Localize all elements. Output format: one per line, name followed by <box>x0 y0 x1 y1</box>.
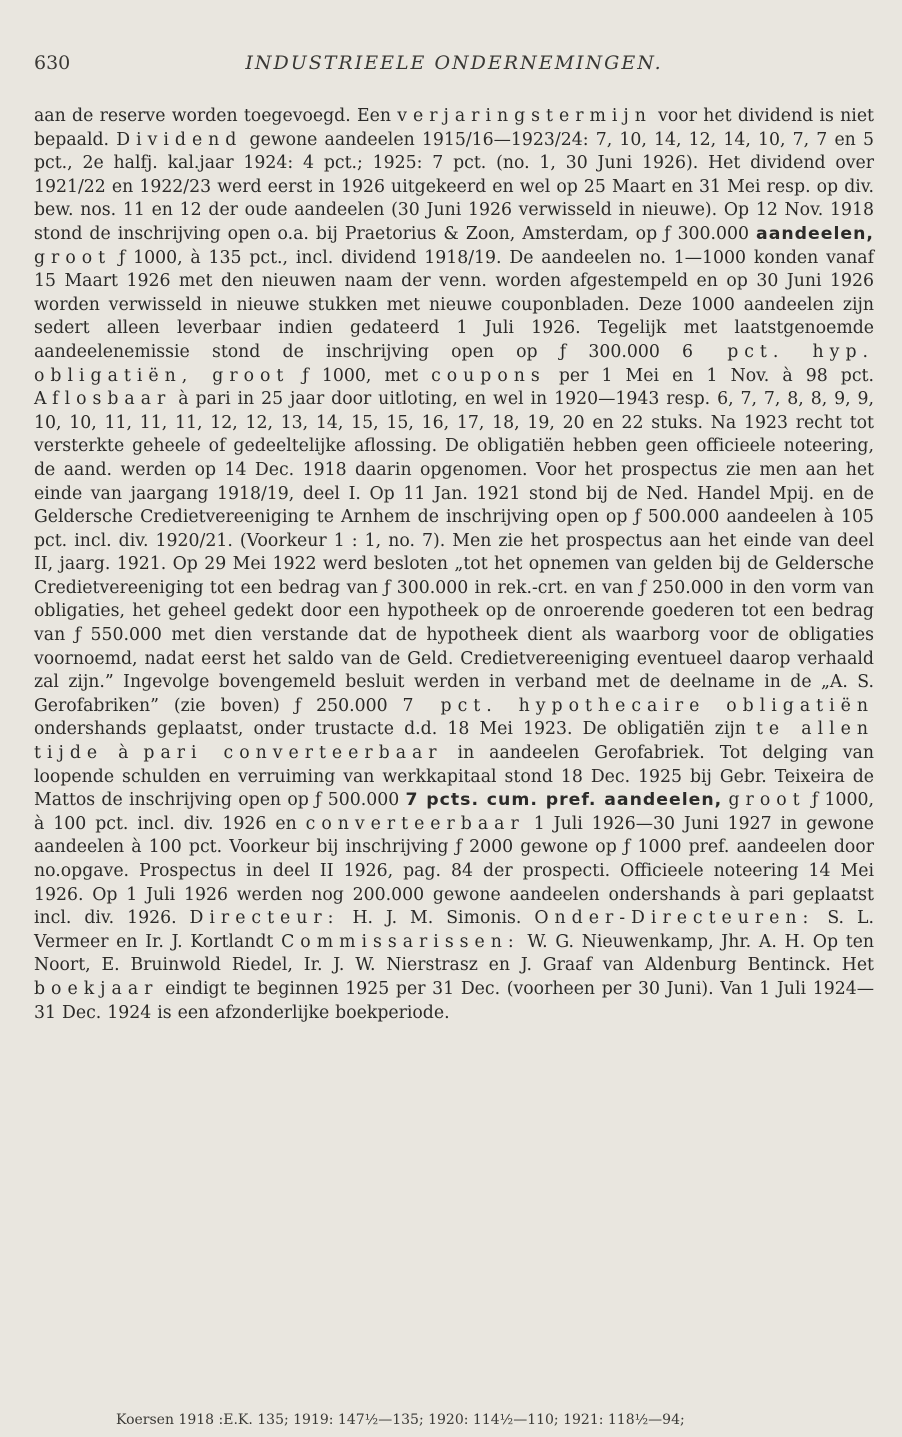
spaced-term-onder-directeuren: Onder-Directeuren: <box>534 908 815 929</box>
koersen-footer: Koersen 1918 :E.K. 135; 1919: 147½—135; 1920: 114½—110; 1921: 118½—94; <box>116 1412 685 1428</box>
text-run: ƒ 1000, met <box>289 365 432 386</box>
bold-term-aandeelen: aandeelen, <box>756 223 874 244</box>
spaced-term-converteerbaar: converteerbaar <box>305 813 525 834</box>
spaced-term-verjaringstermijn: verjaringstermijn <box>397 106 652 126</box>
text-run: à <box>103 743 144 764</box>
text-run: H. J. M. Simonis. <box>339 908 535 929</box>
text-run: per 1 Mei en 1 Nov. à 98 pct. <box>545 365 874 386</box>
spaced-term-groot: groot <box>34 247 112 268</box>
spaced-term-hypothecaire-obligatien: 7 pct. hypothecaire obligatiën <box>402 695 874 716</box>
spaced-term-groot-2: groot <box>728 790 806 811</box>
spaced-term-pari-converteerbaar: pari converteerbaar <box>143 743 443 764</box>
text-run: ƒ 1000, à 100 pct. incl. div. 1926 en <box>34 790 874 834</box>
text-run: S. L. Vermeer en Ir. J. Kortlandt <box>34 908 874 952</box>
text-run: 1 Juli 1926—30 Juni 1927 in gewone aandeelen à 100 pct. Voorkeur bij inschrijving ƒ 2000 gewone op ƒ 1000 pref. aandeelen door no.opgave. Prospectus in deel II 1926, pag. 84 der prospecti. Officieele noteering 14 Mei 1926. Op 1 Juli 1926 werden nog 200.000 gewone aandeelen ondershands à pari geplaatst incl. div. 1926. <box>34 813 874 929</box>
spaced-term-aflosbaar: Aflosbaar <box>34 389 172 410</box>
text-run: ondershands geplaatst, onder trustacte d.d. 18 Mei 1923. De obligatiën zijn <box>34 719 756 740</box>
spaced-term-directeur: Directeur: <box>189 908 340 929</box>
text-run: ƒ 1000, à 135 pct., incl. dividend 1918/19. De aandeelen no. 1—1000 konden vanaf 15 Maart 1926 met den nieuwen naam der venn. worden afgestempeld en op 30 Juni 1926 worden verwisseld in nieuwe stukken met nieuwe couponbladen. Deze 1000 aandeelen zijn sedert alleen leverbaar indien gedateerd 1 Juli 1926. Tegelijk met laatstgenoemde aandeelenemissie stond de inschrijving open op ƒ 300.000 <box>34 247 874 362</box>
running-title: INDUSTRIEELE ONDERNEMINGEN. <box>245 52 663 74</box>
text-run: à pari in 25 jaar door uitloting, en wel in 1920—1943 resp. 6, 7, 7, 8, 8, 9, 9, 10, 10, 11, 11, 11, 12, 12, 13, 14, 15, 15, 16, 17, 18, 19, 20 en 22 stuks. Na 1923 recht tot versterkte geheele of gedeeltelijke aflossing. De obligatiën hebben geen officieele noteering, de aand. werden op 14 Dec. 1918 daarin opgenomen. Voor het prospectus zie men aan het einde van jaargang 1918/19, deel I. Op 11 Jan. 1921 stond bij de Ned. Handel Mpij. en de Geldersche Credietvereeniging te Arnhem de inschrijving open op ƒ 500.000 aandeelen à 105 pct. incl. div. 1920/21. (Voorkeur 1 : 1, no. 7). Men zie het prospectus aan het einde van deel II, jaarg. 1921. Op 29 Mei 1922 werd besloten „tot het opnemen van gelden bij de Geldersche Credietvereeniging tot een bedrag van ƒ 300.000 in rek.-crt. en van ƒ 250.000 in den vorm van obligaties, het geheel gedekt door een hypotheek op de onroerende goederen tot een bedrag van ƒ 550.000 met dien verstande dat de hypotheek dient als waarborg voor de obligaties voornoemd, nadat eerst het saldo van de Geld. Credietvereeniging eventueel daarop verhaald zal zijn.” Ingevolge bovengemeld besluit werden in verband met de deelname in de „A. S. Gerofabriken” (zie boven) ƒ 250.000 <box>34 389 874 716</box>
text-run: voor het dividend is niet bepaald. <box>34 106 874 150</box>
text-run: eindigt te beginnen 1925 per 31 Dec. (voorheen per 30 Juni). Van 1 Juli 1924—31 Dec. 1924 is een afzonderlijke boekperiode. <box>34 978 874 1023</box>
spaced-term-boekjaar: boekjaar <box>34 978 159 999</box>
body-paragraph <box>34 105 874 1025</box>
spaced-term-hyp-obligatien: 6 pct. hyp. obligatiën, groot <box>34 341 874 386</box>
page-number: 630 <box>34 52 71 74</box>
text-run: aan de reserve worden toegevoegd. Een <box>34 106 398 126</box>
text-run: in aandeelen Gerofabriek. Tot delging van loopende schulden en verruiming van werkkapitaal stond 18 Dec. 1925 bij Gebr. Teixeira de Mattos de inschrijving open op ƒ 500.000 <box>34 743 874 811</box>
spaced-term-coupons: coupons <box>431 365 546 386</box>
bold-term-pref-aandeelen: 7 pcts. cum. pref. aandeelen, <box>405 790 723 811</box>
spaced-term-dividend: Dividend <box>116 129 243 150</box>
spaced-term-te-allen-tijde: te allen tijde <box>34 719 874 764</box>
page-header <box>34 52 874 82</box>
text-run: gewone aandeelen 1915/16—1923/24: 7, 10, 14, 12, 14, 10, 7, 7 en 5 pct., 2e halfj. kal.jaar 1924: 4 pct.; 1925: 7 pct. (no. 1, 30 Juni 1926). Het dividend over 1921/22 en 1922/23 werd eerst in 1926 uitgekeerd en wel op 25 Maart en 31 Mei resp. op div. bew. nos. 11 en 12 der oude aandeelen (30 Juni 1926 verwisseld in nieuwe). Op 12 Nov. 1918 stond de inschrijving open o.a. bij Praetorius & Zoon, Amsterdam, op ƒ 300.000 <box>34 129 874 244</box>
spaced-term-commissarissen: Commissarissen: <box>281 931 520 952</box>
text-run: W. G. Nieuwenkamp, Jhr. A. H. Op ten Noort, E. Bruinwold Riedel, Ir. J. W. Nierstrasz en J. Graaf van Aldenburg Bentinck. Het <box>34 931 874 976</box>
